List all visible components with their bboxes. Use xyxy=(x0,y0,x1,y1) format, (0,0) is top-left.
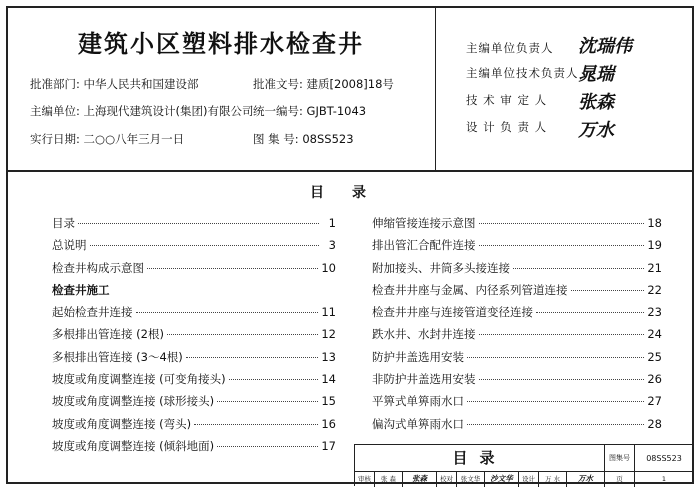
title-block xyxy=(354,444,692,486)
drawing-frame xyxy=(6,6,694,484)
document-title: 建筑小区塑料排水检查井 xyxy=(78,30,364,58)
toc-entry[interactable]: 总说明 3 xyxy=(52,238,336,253)
toc-entry[interactable]: 排出管汇合配件连接 19 xyxy=(372,238,662,253)
header-block xyxy=(8,8,692,172)
resp-role-1: 主编单位负责人 xyxy=(466,41,554,55)
toc-entry[interactable]: 多根排出管连接 (3～4根) 13 xyxy=(52,349,336,364)
toc-entry[interactable]: 附加接头、井筒多头接连接 21 xyxy=(372,260,662,275)
signature-2: 晁瑞 xyxy=(578,64,614,85)
resp-role-3: 技 术 审 定 人 xyxy=(466,93,548,107)
toc-entry[interactable]: 防护井盖选用安装 25 xyxy=(372,349,662,364)
toc-entry[interactable]: 非防护井盖选用安装 26 xyxy=(372,372,662,387)
resp-role-4: 设 计 负 责 人 xyxy=(466,120,548,134)
chief-editor-unit: 主编单位: 上海现代建筑设计(集团)有限公司 xyxy=(30,104,254,118)
toc-heading: 目 录 xyxy=(310,185,366,201)
toc-entry[interactable]: 目录 1 xyxy=(52,216,336,230)
toc-entry[interactable]: 检查井构成示意图 10 xyxy=(52,260,336,275)
toc-entry[interactable]: 坡度或角度调整连接 (弯头) 16 xyxy=(52,416,336,431)
toc-entry[interactable]: 偏沟式单箅雨水口 28 xyxy=(372,416,662,431)
reviewer-name: 张 森 xyxy=(375,472,403,487)
toc-entry[interactable]: 平箅式单箅雨水口 27 xyxy=(372,394,662,409)
toc-entry[interactable]: 坡度或角度调整连接 (球形接头) 15 xyxy=(52,394,336,409)
checker-signature: 沙文华 xyxy=(485,472,519,487)
signature-3: 张森 xyxy=(578,92,614,113)
designer-signature: 万水 xyxy=(567,472,605,487)
page-number: 1 xyxy=(661,475,667,483)
reviewer-signature: 张森 xyxy=(403,472,437,487)
toc-entry[interactable]: 起始检查井连接 11 xyxy=(52,305,336,320)
approval-department: 批准部门: 中华人民共和国建设部 xyxy=(30,77,199,91)
toc-left-column xyxy=(52,215,336,460)
reviewer-label: 审核 xyxy=(355,472,375,487)
toc-entry[interactable]: 坡度或角度调整连接 (可变角接头) 14 xyxy=(52,372,336,387)
toc-entry[interactable]: 检查井井座与金属、内径系列管道连接 22 xyxy=(372,282,662,297)
checker-label: 校对 xyxy=(437,472,457,487)
atlas-number-label: 图集号 xyxy=(605,445,635,472)
title-block-title: 目录 xyxy=(355,445,605,472)
toc-entry[interactable]: 跌水井、水封井连接 24 xyxy=(372,327,662,342)
designer-label: 设计 xyxy=(519,472,539,487)
toc-entry[interactable]: 检查井井座与连接管道变径连接 23 xyxy=(372,305,662,320)
signature-1: 沈瑞伟 xyxy=(578,36,632,57)
unified-number: 统一编号: GJBT-1043 xyxy=(253,104,367,118)
page-label: 页 xyxy=(605,472,635,487)
signature-4: 万水 xyxy=(578,120,614,141)
implementation-date: 实行日期: 二○○八年三月一日 xyxy=(30,132,185,146)
title-block-signoff-row xyxy=(355,472,693,487)
atlas-number-value: 08SS523 xyxy=(635,445,693,472)
designer-name: 万 水 xyxy=(539,472,567,487)
toc-entry[interactable]: 多根排出管连接 (2根) 12 xyxy=(52,327,336,342)
toc-right-column xyxy=(372,215,662,438)
atlas-number: 图 集 号: 08SS523 xyxy=(253,132,354,146)
approval-number: 批准文号: 建质[2008]18号 xyxy=(253,77,394,91)
resp-role-2: 主编单位技术负责人 xyxy=(466,66,579,80)
header-divider xyxy=(435,8,436,170)
checker-name: 张文华 xyxy=(457,472,485,487)
toc-entry[interactable]: 坡度或角度调整连接 (倾斜地面) 17 xyxy=(52,438,336,453)
toc-section-heading: 检查井施工 xyxy=(52,282,110,297)
toc-entry[interactable]: 伸缩管接连接示意图 18 xyxy=(372,216,662,230)
